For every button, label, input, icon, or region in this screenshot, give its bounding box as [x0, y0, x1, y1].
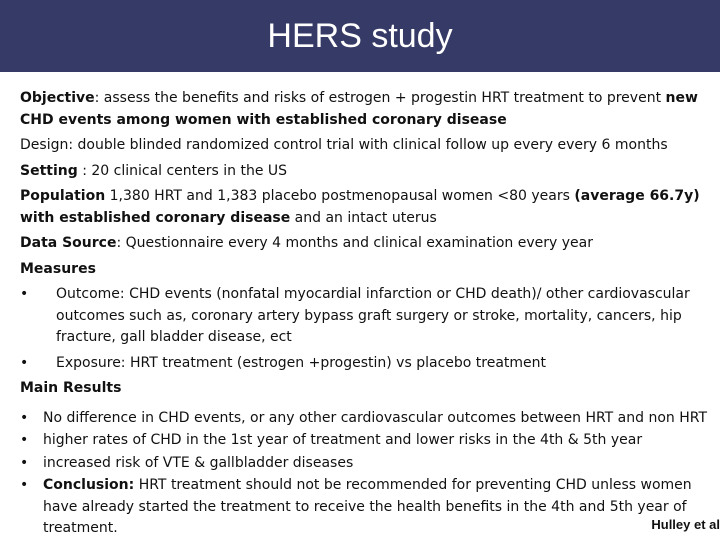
population-paragraph [20, 186, 715, 229]
conclusion-text: HRT treatment should not be recommended for preventing CHD unless women have already started the treatment to receive the health benefits in the 4th and 5th year of treatment. [43, 477, 692, 536]
setting-label: Setting [20, 162, 78, 179]
population-bold-text: (average 66.7y) with established coronary disease [20, 188, 700, 226]
main-results-heading: Main Results [20, 380, 122, 396]
bullet-icon: • [20, 477, 29, 493]
setting-text: : 20 clinical centers in the US [77, 162, 288, 179]
result-item-text: increased risk of VTE & gallbladder diseases [43, 454, 354, 471]
objective-paragraph [20, 88, 715, 131]
measures-item-exposure [20, 353, 715, 375]
result-item-conclusion [20, 475, 715, 540]
objective-text: : assess the benefits and risks of estrogen + progestin HRT treatment to prevent [94, 90, 666, 106]
bullet-icon: • [20, 409, 29, 426]
citation: Hulley et al [651, 517, 720, 532]
population-text-2: and an intact uterus [290, 209, 437, 226]
data-source-text: : Questionnaire every 4 months and clinical examination every year [116, 235, 593, 251]
objective-bold-text: new CHD events among women with established coronary disease [20, 90, 698, 128]
bullet-icon: • [20, 432, 29, 448]
data-source-label: Data Source [20, 235, 117, 251]
slide-title: HERS study [267, 16, 453, 55]
population-label: Population [20, 188, 106, 204]
measures-heading: Measures [20, 260, 96, 277]
bullet-icon: • [20, 286, 29, 302]
design-paragraph [20, 135, 715, 157]
design-text: Design: double blinded randomized control trial with clinical follow up every every 6 months [20, 137, 668, 153]
objective-label: Objective [20, 90, 95, 106]
measures-item-text: Outcome: CHD events (nonfatal myocardial infarction or CHD death)/ other cardiovascular outcomes such as, coronary artery bypass graft surgery or stroke, mortality, cancers, hip fracture, gall bladder disease, ect [56, 286, 690, 345]
slide-body [20, 88, 715, 541]
data-source-paragraph [20, 233, 715, 255]
result-item [20, 430, 715, 452]
result-item [20, 453, 715, 475]
measures-item-text: Exposure: HRT treatment (estrogen +progestin) vs placebo treatment [56, 354, 547, 371]
measures-item-outcome [20, 284, 715, 349]
bullet-icon: • [20, 354, 29, 371]
bullet-icon: • [20, 454, 29, 471]
result-item [20, 408, 715, 430]
setting-paragraph [20, 161, 715, 183]
population-text: 1,380 HRT and 1,383 placebo postmenopausal women <80 years [105, 188, 575, 204]
title-bar [0, 0, 720, 72]
result-item-text: higher rates of CHD in the 1st year of treatment and lower risks in the 4th & 5th year [43, 432, 643, 448]
result-item-text: No difference in CHD events, or any other cardiovascular outcomes between HRT and non HRT [43, 409, 708, 426]
conclusion-label: Conclusion: [43, 477, 135, 493]
